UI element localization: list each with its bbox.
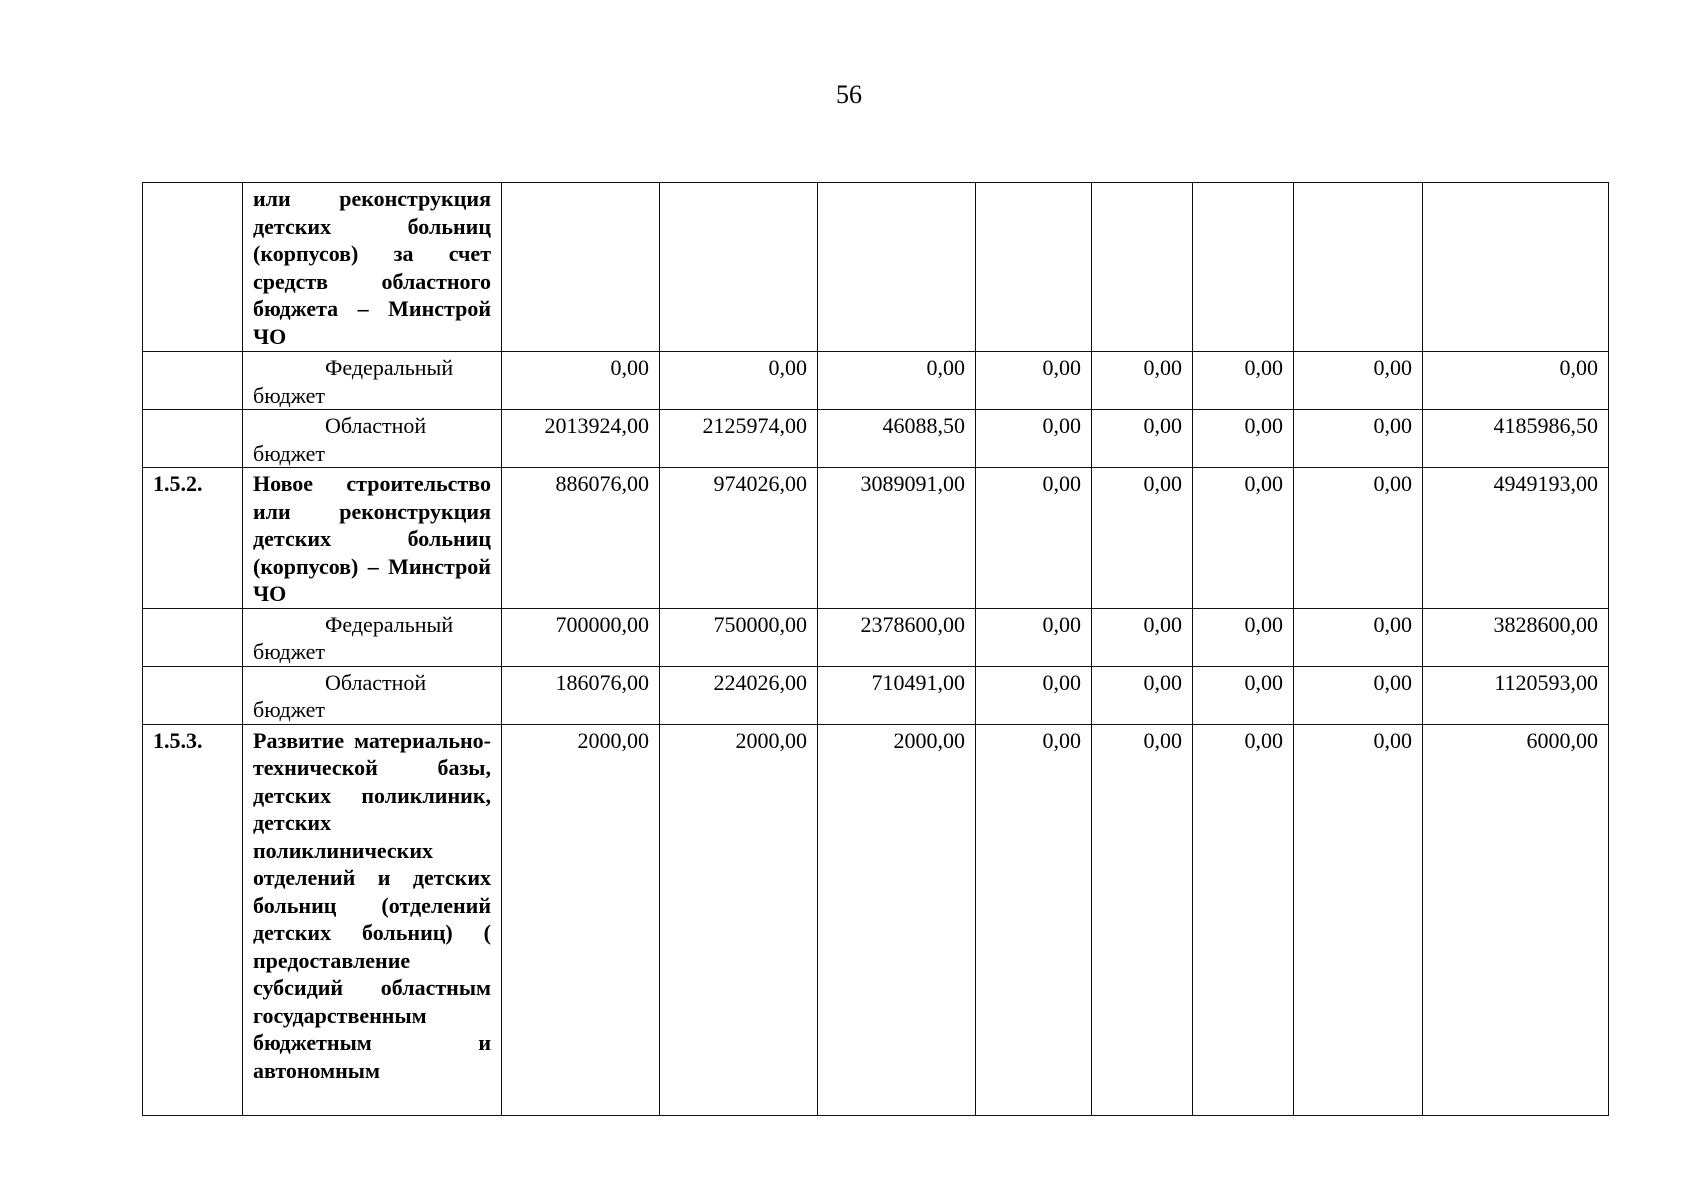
amount-cell: 2013924,00 <box>502 410 660 468</box>
table-row <box>143 410 1609 468</box>
amount-cell: 0,00 <box>502 352 660 410</box>
amount-cell: 0,00 <box>1294 666 1423 724</box>
row-name: или реконструкция детских больниц (корпусов) за счет средств областного бюджета – Минстрой ЧО <box>243 183 502 352</box>
amount-cell: 224026,00 <box>660 666 818 724</box>
amount-cell: 3089091,00 <box>818 468 976 609</box>
table-row <box>143 666 1609 724</box>
funding-source-line2: бюджет <box>253 639 325 664</box>
amount-cell: 0,00 <box>976 608 1092 666</box>
amount-cell: 0,00 <box>1193 608 1294 666</box>
funding-source-line1: Областной <box>325 413 427 438</box>
total-cell: 1120593,00 <box>1423 666 1609 724</box>
funding-source-line1: Федеральный <box>325 611 454 637</box>
funding-source-line1: Областной <box>325 669 427 695</box>
amount-cell: 0,00 <box>1193 352 1294 410</box>
amount-cell <box>818 183 976 352</box>
row-index <box>143 608 243 666</box>
amount-cell <box>976 183 1092 352</box>
amount-cell: 0,00 <box>1294 352 1423 410</box>
amount-cell: 0,00 <box>1294 724 1423 1115</box>
table-row <box>143 724 1609 1115</box>
amount-cell: 710491,00 <box>818 666 976 724</box>
funding-source <box>243 608 502 666</box>
table-row <box>143 608 1609 666</box>
amount-cell: 0,00 <box>1193 724 1294 1115</box>
amount-cell: 0,00 <box>1092 724 1193 1115</box>
row-name: Новое строительство или реконструкция детских больниц (корпусов) – Минстрой ЧО <box>243 468 502 609</box>
amount-cell <box>660 183 818 352</box>
amount-cell <box>1294 183 1423 352</box>
row-name: Развитие материально-технической базы, детских поликлиник, детских поликлинических отделений и детских больниц (отделений детских больниц) ( предоставление субсидий областным государственным бюджетным и автономным <box>243 724 502 1115</box>
row-index <box>143 410 243 468</box>
amount-cell: 2000,00 <box>660 724 818 1115</box>
total-cell: 0,00 <box>1423 352 1609 410</box>
amount-cell: 750000,00 <box>660 608 818 666</box>
amount-cell: 2000,00 <box>818 724 976 1115</box>
funding-source-line2: бюджет <box>253 382 325 408</box>
row-index: 1.5.2. <box>143 468 243 609</box>
amount-cell: 0,00 <box>976 468 1092 609</box>
amount-cell: 700000,00 <box>502 608 660 666</box>
amount-cell: 186076,00 <box>502 666 660 724</box>
amount-cell: 0,00 <box>1294 608 1423 666</box>
table-body <box>143 183 1609 1116</box>
budget-table <box>142 182 1609 1116</box>
amount-cell: 0,00 <box>818 352 976 410</box>
amount-cell: 0,00 <box>1092 608 1193 666</box>
table-row <box>143 468 1609 609</box>
funding-source-line1: Федеральный <box>325 355 454 380</box>
amount-cell: 0,00 <box>1092 666 1193 724</box>
amount-cell: 0,00 <box>660 352 818 410</box>
total-cell: 3828600,00 <box>1423 608 1609 666</box>
funding-source-line2: бюджет <box>253 440 325 466</box>
funding-source-line2: бюджет <box>253 697 325 722</box>
total-cell: 4949193,00 <box>1423 468 1609 609</box>
amount-cell: 0,00 <box>1294 410 1423 468</box>
funding-source <box>243 352 502 410</box>
row-index <box>143 183 243 352</box>
amount-cell: 0,00 <box>1092 410 1193 468</box>
total-cell: 6000,00 <box>1423 724 1609 1115</box>
amount-cell: 0,00 <box>976 666 1092 724</box>
row-index: 1.5.3. <box>143 724 243 1115</box>
amount-cell <box>1092 183 1193 352</box>
amount-cell: 0,00 <box>1092 468 1193 609</box>
total-cell: 4185986,50 <box>1423 410 1609 468</box>
row-index <box>143 666 243 724</box>
amount-cell: 2125974,00 <box>660 410 818 468</box>
amount-cell: 0,00 <box>976 352 1092 410</box>
amount-cell: 46088,50 <box>818 410 976 468</box>
table-row <box>143 352 1609 410</box>
amount-cell <box>1193 183 1294 352</box>
funding-source <box>243 666 502 724</box>
amount-cell: 0,00 <box>1193 666 1294 724</box>
amount-cell: 0,00 <box>1092 352 1193 410</box>
total-cell <box>1423 183 1609 352</box>
amount-cell: 0,00 <box>976 410 1092 468</box>
amount-cell: 0,00 <box>976 724 1092 1115</box>
amount-cell: 974026,00 <box>660 468 818 609</box>
funding-source <box>243 410 502 468</box>
amount-cell: 0,00 <box>1193 468 1294 609</box>
table-row <box>143 183 1609 352</box>
amount-cell: 2000,00 <box>502 724 660 1115</box>
amount-cell <box>502 183 660 352</box>
amount-cell: 0,00 <box>1294 468 1423 609</box>
amount-cell: 0,00 <box>1193 410 1294 468</box>
page-number: 56 <box>836 80 862 109</box>
amount-cell: 886076,00 <box>502 468 660 609</box>
amount-cell: 2378600,00 <box>818 608 976 666</box>
row-index <box>143 352 243 410</box>
